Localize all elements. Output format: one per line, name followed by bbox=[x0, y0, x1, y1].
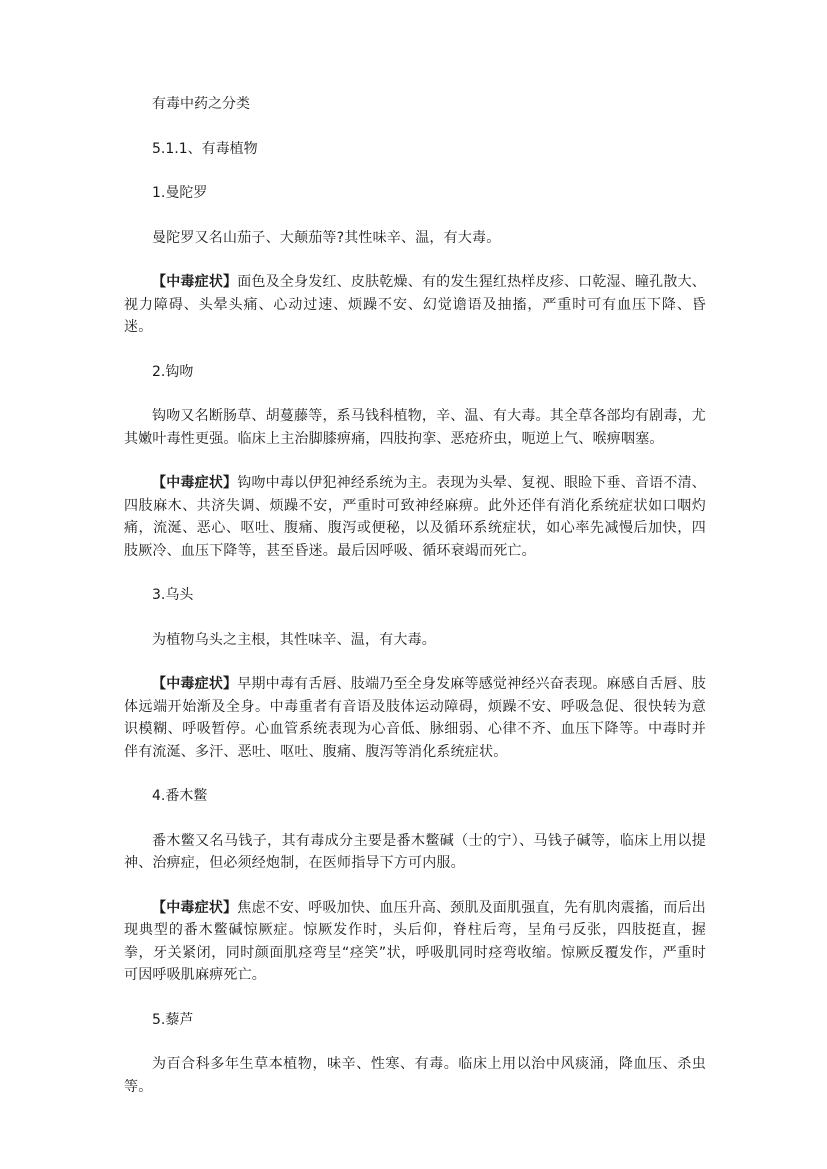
symptom-text: 钩吻中毒以伊犯神经系统为主。表现为头晕、复视、眼睑下垂、音语不清、四肢麻木、共济失调、烦躁不安，严重时可致神经麻痹。此外还伴有消化系统症状如口咽灼痛，流涎、恶心、呕吐、腹痛、腹泻或便秘，以及循环系统症状，如心率先减慢后加快，四肢厥冷、血压下降等，甚至昏迷。最后因呼吸、循环衰竭而死亡。 bbox=[124, 475, 706, 559]
item-heading-gelsemium: 2.钩吻 bbox=[152, 363, 194, 380]
item-heading-veratrum: 5.藜芦 bbox=[152, 1011, 194, 1028]
item-symptoms-datura bbox=[124, 271, 706, 339]
document-page bbox=[124, 93, 706, 1120]
item-symptoms-strychnos bbox=[124, 897, 706, 987]
symptom-text: 早期中毒有舌唇、肢端乃至全身发麻等感觉神经兴奋表现。麻感自舌唇、肢体远端开始渐及全身。中毒重者有音语及肢体运动障碍，烦躁不安、呼吸急促、很快转为意识模糊、呼吸暂停。心血管系统表现为心音低、脉细弱、心律不齐、血压下降等。中毒时并伴有流涎、多汗、恶吐、呕吐、腹痛、腹泻等消化系统症状。 bbox=[124, 676, 706, 760]
item-heading-strychnos: 4.番木鳖 bbox=[152, 788, 208, 804]
item-intro-strychnos: 番木鳖又名马钱子，其有毒成分主要是番木鳖碱（士的宁）、马钱子碱等，临床上用以提神、治痹症，但必须经炮制，在医师指导下方可内服。 bbox=[124, 832, 706, 871]
item-intro-aconite: 为植物乌头之主根，其性味辛、温，有大毒。 bbox=[152, 631, 436, 648]
symptom-label: 【中毒症状】 bbox=[152, 274, 238, 290]
symptom-label: 【中毒症状】 bbox=[152, 676, 238, 692]
item-intro-gelsemium: 钩吻又名断肠草、胡蔓藤等，系马钱科植物，辛、温、有大毒。其全草各部均有剧毒，尤其嫩叶毒性更强。临床上主治脚膝痹痛，四肢拘挛、恶疮疥虫，呃逆上气、喉痹咽塞。 bbox=[124, 408, 706, 447]
symptom-text: 面色及全身发红、皮肤乾燥、有的发生猩红热样皮疹、口乾湿、瞳孔散大、视力障碍、头晕头痛、心动过速、烦躁不安、幻觉谵语及抽搐，严重时可有血压下降、昏迷。 bbox=[124, 274, 706, 335]
document-title: 有毒中药之分类 bbox=[152, 96, 250, 112]
item-symptoms-aconite bbox=[124, 673, 706, 763]
symptom-label: 【中毒症状】 bbox=[152, 899, 238, 916]
item-heading-datura: 1.曼陀罗 bbox=[152, 185, 208, 201]
item-symptoms-gelsemium bbox=[124, 472, 706, 562]
item-heading-aconite: 3.乌头 bbox=[152, 587, 194, 603]
item-intro-datura: 曼陀罗又名山茄子、大颠茄等?其性味辛、温，有大毒。 bbox=[152, 229, 501, 246]
item-intro-veratrum: 为百合科多年生草本植物，味辛、性寒、有毒。临床上用以治中风痰涌，降血压、杀虫等。 bbox=[124, 1056, 706, 1095]
symptom-text: 焦虑不安、呼吸加快、血压升高、颈肌及面肌强直，先有肌肉震搐，而后出现典型的番木鳖碱惊厥症。惊厥发作时，头后仰，脊柱后弯，呈角弓反张，四肢挺直，握拳，牙关紧闭，同时颜面肌痉弯呈“痉笑”状，呼吸肌同时痉弯收缩。惊厥反覆发作，严重时可因呼吸肌麻痹死亡。 bbox=[124, 899, 706, 983]
symptom-label: 【中毒症状】 bbox=[152, 475, 238, 491]
section-heading: 5.1.1、有毒植物 bbox=[152, 140, 258, 157]
